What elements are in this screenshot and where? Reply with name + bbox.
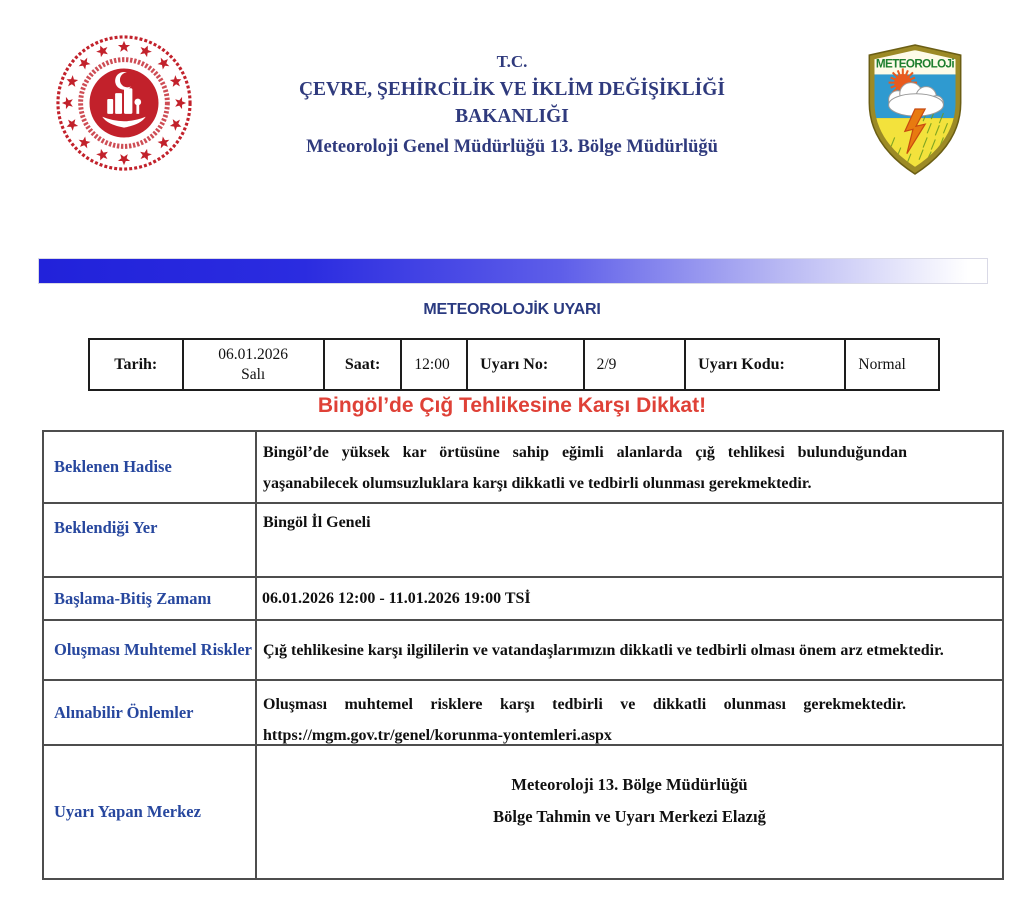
row-label: Uyarı Yapan Merkez [44, 746, 257, 878]
header-ministry-name: ÇEVRE, ŞEHİRCİLİK VE İKLİM DEĞİŞİKLİĞİ [298, 79, 726, 100]
protection-methods-url[interactable]: https://mgm.gov.tr/genel/korunma-yontemleri.aspx [263, 727, 612, 744]
gradient-divider [38, 258, 988, 284]
issuing-center-line1: Meteoroloji 13. Bölge Müdürlüğü [511, 775, 748, 794]
saat-value: 12:00 [400, 340, 466, 389]
header-tc: T.C. [496, 52, 528, 71]
table-row-beklendigi-yer [44, 502, 1002, 576]
section-title: METEOROLOJİK UYARI [423, 301, 601, 318]
uyari-no-value: 2/9 [583, 340, 685, 389]
document-header [200, 52, 824, 158]
warning-info-table [88, 338, 940, 391]
row-label: Başlama-Bitiş Zamanı [44, 578, 257, 619]
row-content: Bingöl İl Geneli [263, 514, 371, 531]
table-row-olusmasi-muhtemel-riskler [44, 619, 1002, 679]
tarih-label: Tarih: [114, 355, 158, 373]
meteoroloji-logo-icon [864, 44, 966, 176]
row-content: Bingöl’de yüksek kar örtüsüne sahip eğimli alanlarda çığ tehlikesi bulunduğundan yaşanabilecek olumsuzluklara karşı dikkatli ve tedbirli olunması gerekmektedir. [263, 444, 907, 492]
tarih-value-date: 06.01.2026 [218, 346, 289, 364]
tarih-value [182, 340, 323, 389]
row-label: Beklenen Hadise [44, 432, 257, 502]
meteoroloji-logo-text: METEOROLOJi [875, 57, 955, 71]
ministry-seal-icon [55, 34, 193, 172]
uyari-kodu-label: Uyarı Kodu: [684, 340, 844, 389]
table-row-beklenen-hadise [44, 432, 1002, 502]
row-content [257, 681, 1002, 744]
row-content-text: Çığ tehlikesine karşı ilgililerin ve vatandaşlarımızın dikkatli ve tedbirli olması önem arz etmektedir. [263, 641, 944, 659]
table-row-baslama-bitis-zamani [44, 576, 1002, 619]
tarih-value-day: Salı [241, 365, 266, 383]
warning-detail-table [42, 430, 1004, 880]
row-content [257, 621, 1002, 679]
row-label: Oluşması Muhtemel Riskler [44, 621, 257, 679]
uyari-kodu-value: Normal [844, 340, 938, 389]
header-ministry-name-2: BAKANLIĞI [455, 106, 569, 127]
uyari-no-label: Uyarı No: [466, 340, 582, 389]
header-directorate: Meteoroloji Genel Müdürlüğü 13. Bölge Müdürlüğü [306, 137, 718, 157]
issuing-center-line2: Bölge Tahmin ve Uyarı Merkezi Elazığ [493, 807, 766, 826]
row-content [257, 746, 1002, 878]
warning-headline: Bingöl’de Çığ Tehlikesine Karşı Dikkat! [317, 394, 707, 417]
table-row-alinabilir-onlemler [44, 679, 1002, 744]
row-content: 06.01.2026 12:00 - 11.01.2026 19:00 TSİ [262, 589, 531, 607]
row-label: Beklendiği Yer [44, 504, 257, 576]
row-content-text: Oluşması muhtemel risklere karşı tedbirli ve dikkatli olunması gerekmektedir. [263, 696, 906, 713]
saat-label: Saat: [323, 340, 401, 389]
table-row-uyari-yapan-merkez [44, 744, 1002, 878]
row-label: Alınabilir Önlemler [44, 681, 257, 744]
